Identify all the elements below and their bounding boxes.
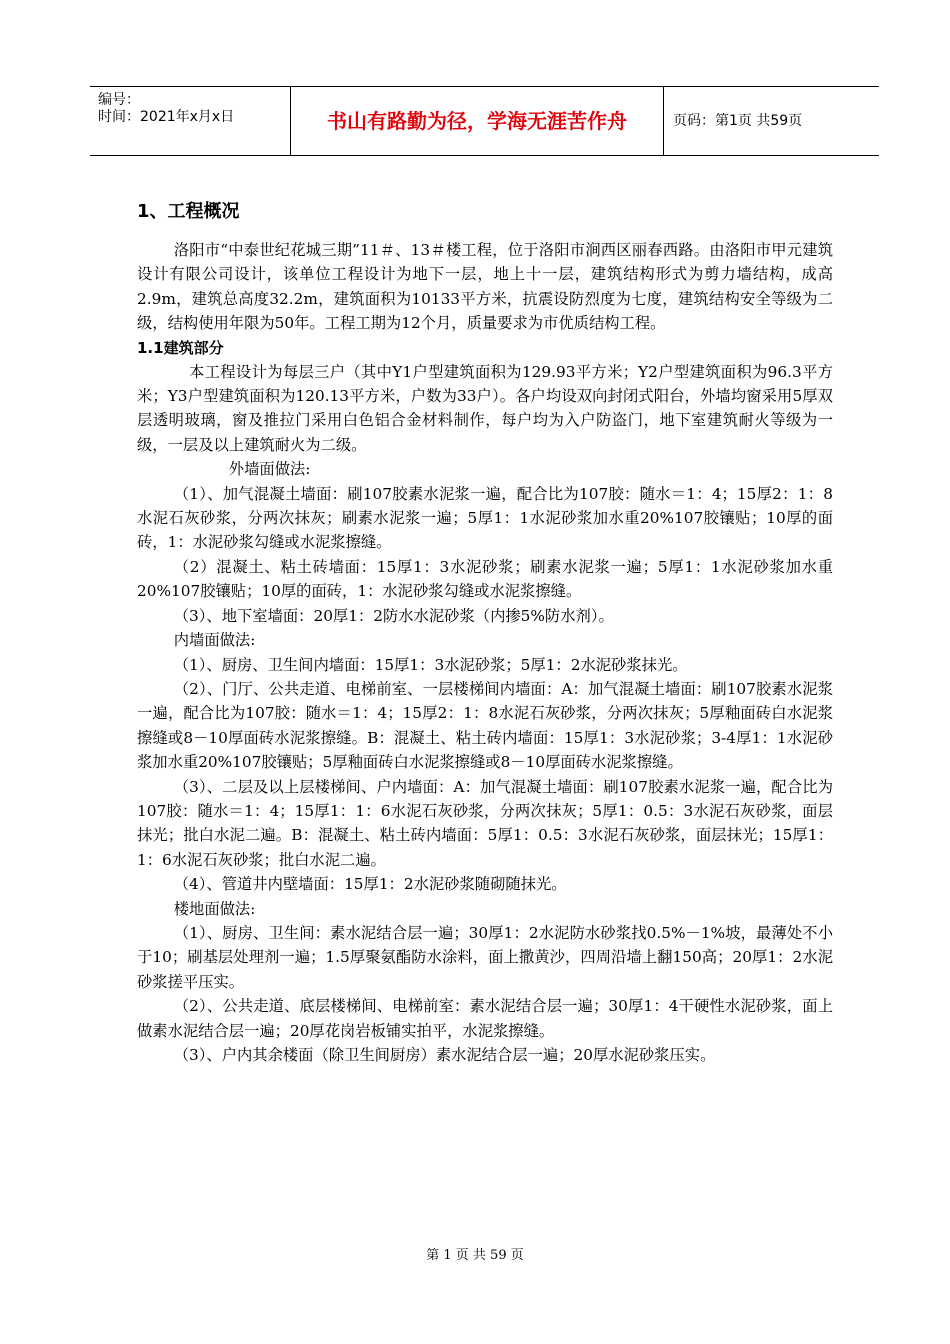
exterior-item: （1）、加气混凝土墙面：刷107胶素水泥浆一遍，配合比为107胶：随水＝1：4；15厚2：1：8水泥石灰砂浆，分两次抹灰；刷素水泥浆一遍；5厚1：1水泥砂浆加水重20%107胶镶贴；10厚的面砖，1：水泥砂浆勾缝或水泥浆擦缝。 [137,484,833,552]
building-desc-paragraph: 本工程设计为每层三户（其中Y1户型建筑面积为129.93平方米；Y2户型建筑面积为96.3平方米；Y3户型建筑面积为120.13平方米，户数为33户）。各户均设双向封闭式阳台，外墙均窗采用5厚双层透明玻璃，窗及推拉门采用白色铝合金材料制作，每户均为入户防盗门，地下室建筑耐火等级为一级，一层及以上建筑耐火为二级。 [137,362,833,454]
exterior-title: 外墙面做法: [228,460,311,479]
exterior-item: （3）、地下室墙面：20厚1：2防水水泥砂浆（内掺5%防水剂）。 [173,606,614,625]
floor-item: （3）、户内其余楼面（除卫生间厨房）素水泥结合层一遍；20厚水泥砂浆压实。 [173,1046,716,1064]
document-body [137,198,833,1067]
interior-item: （3）、二层及以上层楼梯间、户内墙面：A：加气混凝土墙面：刷107胶素水泥浆一遍，配合比为107胶：随水＝1：4；15厚1：1：6水泥石灰砂浆，分两次抹灰；5厚1：0.5：3水泥石灰砂浆，面层抹光；批白水泥二遍。B：混凝土、粘土砖内墙面：5厚1：0.5：3水泥石灰砂浆，面层抹光；15厚1：1：6水泥石灰砂浆；批白水泥二遍。 [137,777,833,869]
subsection-title: 1.1建筑部分 [137,338,224,357]
document-header [90,86,879,156]
interior-item: （1）、厨房、卫生间内墙面：15厚1：3水泥砂浆；5厚1：2水泥砂浆抹光。 [173,655,688,674]
interior-item: （4）、管道井内壁墙面：15厚1：2水泥砂浆随砌随抹光。 [173,875,567,894]
header-meta [90,87,291,155]
header-page-label: 页码：第1页 共59页 [673,113,803,129]
interior-title: 内墙面做法: [173,631,256,650]
number-label: 编号： [98,92,140,108]
floor-item: （2）、公共走道、底层楼梯间、电梯前室：素水泥结合层一遍；30厚1：4干硬性水泥砂浆，面上做素水泥结合层一遍；20厚花岗岩板铺实拍平，水泥浆擦缝。 [137,997,833,1040]
section-title: 1、工程概况 [137,201,240,222]
interior-item: （2）、门厅、公共走道、电梯前室、一层楼梯间内墙面：A：加气混凝土墙面：刷107胶素水泥浆一遍，配合比为107胶：随水＝1：4；15厚2：1：8水泥石灰砂浆，分两次抹灰；5厚釉面砖白水泥浆擦缝或8－10厚面砖水泥浆擦缝。B：混凝土、粘土砖内墙面：15厚1：3水泥砂浆；3-4厚1：1水泥砂浆加水重20%107胶镶贴；5厚釉面砖白水泥浆擦缝或8－10厚面砖水泥浆擦缝。 [137,679,833,772]
time-label: 时间：2021年x月x日 [98,109,235,125]
floor-title: 楼地面做法: [173,899,256,918]
page-footer: 第 1 页 共 59 页 [426,1248,524,1263]
header-motto: 书山有路勤为径，学海无涯苦作舟 [291,87,664,155]
floor-item: （1）、厨房、卫生间：素水泥结合层一遍；30厚1：2水泥防水砂浆找0.5%－1%坡，最薄处不小于10；刷基层处理剂一遍；1.5厚聚氨酯防水涂料，面上撒黄沙，四周沿墙上翻150高；20厚1：2水泥砂浆搓平压实。 [137,923,833,991]
intro-paragraph: 洛阳市“中泰世纪花城三期”11＃、13＃楼工程，位于洛阳市涧西区丽春西路。由洛阳市甲元建筑设计有限公司设计，该单位工程设计为地下一层，地上十一层，建筑结构形式为剪力墙结构，成高2.9m，建筑总高度32.2m，建筑面积为10133平方米，抗震设防烈度为七度，建筑结构安全等级为二级，结构使用年限为50年。工程工期为12个月，质量要求为市优质结构工程。 [137,241,833,333]
exterior-item: （2）混凝土、粘土砖墙面：15厚1：3水泥砂浆；刷素水泥浆一遍；5厚1：1水泥砂浆加水重20%107胶镶贴；10厚的面砖，1：水泥砂浆勾缝或水泥浆擦缝。 [137,557,833,601]
